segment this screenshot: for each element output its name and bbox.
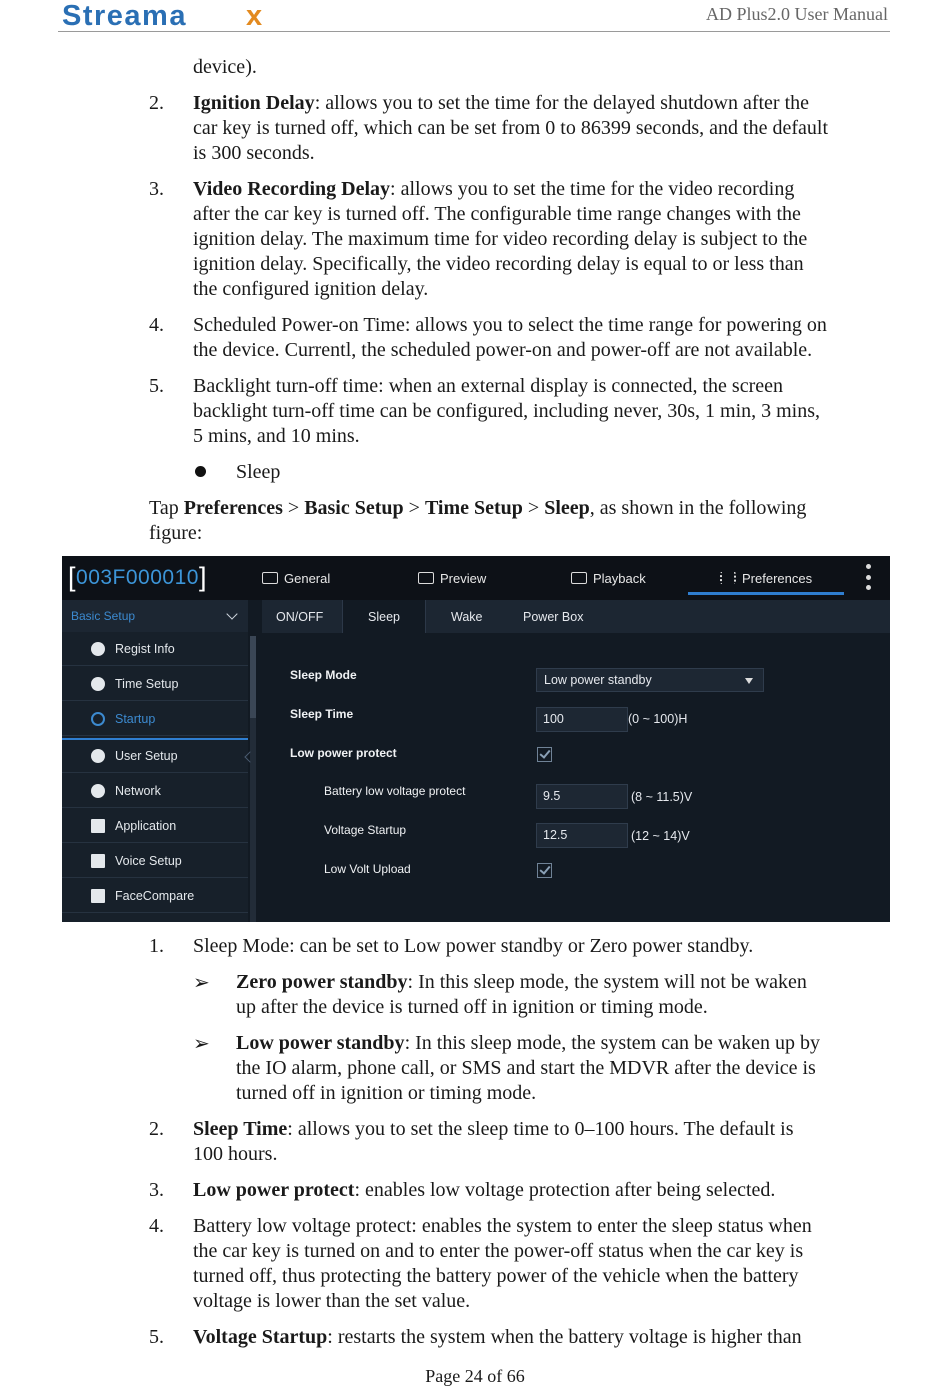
bullet-icon — [195, 466, 206, 477]
low-power-protect-checkbox[interactable] — [537, 747, 552, 762]
paragraph-line — [193, 91, 888, 116]
term: Voltage Startup — [193, 1326, 328, 1348]
keyboard-icon — [262, 572, 278, 584]
text: : restarts the system when the battery voltage is higher than — [327, 1326, 802, 1348]
sidebar-item-label: Regist Info — [115, 641, 175, 656]
term: Video Recording Delay — [193, 178, 391, 200]
streamax-logo — [62, 2, 278, 30]
sidebar-item-startup[interactable] — [62, 702, 248, 736]
id-card-icon — [91, 889, 105, 903]
menu-path: Time Setup — [424, 497, 523, 519]
paragraph-line: Backlight turn-off time: when an external display is connected, the screen — [193, 375, 783, 397]
sidebar-item-label: Application — [115, 818, 177, 833]
more-menu-icon[interactable] — [866, 564, 872, 590]
term: Sleep Time — [193, 1118, 288, 1140]
paragraph-line — [193, 177, 888, 202]
battery-low-voltage-input[interactable]: 9.5 — [536, 784, 628, 809]
chevron-down-icon — [226, 608, 237, 619]
tab-label: Preview — [440, 570, 487, 586]
subtab-on-off[interactable]: ON/OFF — [276, 609, 324, 624]
term: Low power protect — [193, 1179, 355, 1201]
paragraph-line: turned off, thus protecting the battery power of the vehicle when the battery — [193, 1265, 799, 1287]
sidebar-item-label: User Setup — [115, 748, 178, 763]
sidebar-item-application[interactable] — [62, 809, 248, 843]
paragraph-line — [193, 1325, 888, 1350]
running-head: AD Plus2.0 User Manual — [706, 4, 888, 24]
scrollbar-thumb[interactable] — [250, 636, 256, 718]
voltage-startup-range: (12 ~ 14)V — [631, 829, 690, 843]
item-number: 3. — [149, 178, 164, 200]
header-rule — [58, 31, 890, 32]
item-number: 1. — [149, 935, 164, 957]
paragraph-line: Battery low voltage protect: enables the system to enter the sleep status when — [193, 1215, 812, 1237]
paragraph-line — [193, 1117, 888, 1142]
device-ui-screenshot — [62, 556, 890, 922]
tab-label: Playback — [593, 570, 646, 586]
text: : allows you to set the sleep time to 0–100 hours. The default is — [287, 1118, 794, 1140]
sidebar-item-voice-setup[interactable] — [62, 844, 248, 878]
paragraph-line — [236, 1031, 888, 1056]
text: : allows you to set the time for the delayed shutdown after the — [314, 92, 810, 114]
sliders-icon — [720, 572, 736, 584]
sleep-time-range: (0 ~ 100)H — [628, 712, 688, 726]
paragraph-line: up after the device is turned off in ignition or timing mode. — [236, 996, 708, 1018]
sleep-mode-label: Sleep Mode — [290, 668, 357, 682]
sidebar-item-time-setup[interactable] — [62, 667, 248, 701]
text: : In this sleep mode, the system can be waken up by — [404, 1032, 821, 1054]
tab-label: Preferences — [742, 570, 813, 586]
sidebar-item-regist-info[interactable] — [62, 632, 248, 666]
sidebar-item-facecompare[interactable] — [62, 879, 248, 913]
tab-general[interactable] — [262, 556, 330, 600]
sidebar-item-network[interactable] — [62, 774, 248, 808]
item-number: 5. — [149, 1326, 164, 1348]
voltage-startup-input[interactable]: 12.5 — [536, 823, 628, 848]
paragraph-line: after the car key is turned off. The configurable time range changes with the — [193, 203, 801, 225]
sidebar-item-label: Time Setup — [115, 676, 179, 691]
sidebar-header-label: Basic Setup — [71, 609, 136, 623]
paragraph-line: 5 mins, and 10 mins. — [193, 425, 360, 447]
sidebar-item-user-setup[interactable] — [62, 739, 248, 773]
tab-playback[interactable] — [571, 556, 646, 600]
sidebar-item-label: Voice Setup — [115, 853, 182, 868]
sleep-time-label: Sleep Time — [290, 707, 354, 721]
paragraph-line: ignition delay. The maximum time for video recording delay is subject to the — [193, 228, 808, 250]
playback-icon — [571, 572, 587, 584]
svg-text:x: x — [246, 2, 263, 30]
paragraph-line: the device. Currentl, the scheduled power-on and power-off are not available. — [193, 339, 813, 361]
paragraph-line: backlight turn-off time can be configured, including never, 30s, 1 min, 3 mins, — [193, 400, 821, 422]
term: Low power standby — [236, 1032, 405, 1054]
item-number: 3. — [149, 1179, 164, 1201]
item-number: 5. — [149, 375, 164, 397]
paragraph-line: ignition delay. Specifically, the video recording delay is equal to or less than — [193, 253, 804, 275]
text: , as shown in the following — [589, 497, 807, 519]
paragraph-line: is 300 seconds. — [193, 142, 315, 164]
arrow-bullet-icon: ➢ — [193, 1031, 210, 1055]
low-volt-upload-checkbox[interactable] — [537, 863, 552, 878]
bracket: ] — [198, 562, 207, 592]
text: : enables low voltage protection after being selected. — [354, 1179, 776, 1201]
network-icon — [91, 784, 105, 798]
menu-path: Preferences — [183, 497, 283, 519]
battery-low-voltage-label: Battery low voltage protect — [324, 784, 466, 798]
item-number: 2. — [149, 92, 164, 114]
monitor-icon — [418, 572, 434, 584]
sidebar-item-label: Network — [115, 783, 161, 798]
paragraph-line: the configured ignition delay. — [193, 278, 429, 300]
sleep-mode-value: Low power standby — [544, 673, 652, 687]
device-id-text: 003F000010 — [76, 566, 199, 589]
sidebar-header[interactable] — [62, 600, 248, 632]
sidebar-item-label: Startup — [115, 711, 156, 726]
bracket: [ — [68, 562, 77, 592]
sleep-time-input[interactable]: 100 — [536, 707, 628, 732]
paragraph-line: Scheduled Power-on Time: allows you to select the time range for powering on — [193, 314, 827, 336]
continuation-text: device). — [193, 56, 257, 78]
menu-path: Basic Setup — [304, 497, 404, 519]
item-number: 2. — [149, 1118, 164, 1140]
subtab-sleep[interactable]: Sleep — [342, 600, 426, 633]
megaphone-icon — [91, 854, 105, 868]
paragraph-line: turned off in ignition or timing mode. — [236, 1082, 537, 1104]
separator: > — [282, 497, 305, 519]
subtab-power-box[interactable]: Power Box — [523, 609, 584, 624]
voltage-startup-label: Voltage Startup — [324, 823, 407, 837]
info-icon — [91, 642, 105, 656]
paragraph-line: 100 hours. — [193, 1143, 278, 1165]
clock-icon — [91, 677, 105, 691]
power-icon — [91, 712, 105, 726]
subtab-bar — [262, 600, 890, 633]
tab-label: General — [284, 570, 331, 586]
bullet-label: Sleep — [236, 461, 281, 483]
grid-icon — [91, 819, 105, 833]
dropdown-arrow-icon — [745, 678, 753, 684]
term: Zero power standby — [236, 971, 408, 993]
ui-sidebar — [62, 600, 248, 922]
item-number: 4. — [149, 314, 164, 336]
paragraph-line: voltage is lower than the set value. — [193, 1290, 471, 1312]
paragraph-line: the car key is turned on and to enter the power-off status when the car key is — [193, 1240, 804, 1262]
item-number: 4. — [149, 1215, 164, 1237]
tab-preview[interactable] — [418, 556, 486, 600]
device-id — [68, 560, 207, 591]
active-tab-indicator — [688, 592, 844, 595]
paragraph-line — [236, 970, 888, 995]
user-icon — [91, 749, 105, 763]
term: Ignition Delay — [193, 92, 315, 114]
sidebar-active-indicator — [62, 738, 248, 740]
sidebar-item-label: FaceCompare — [115, 888, 195, 903]
text: Tap — [149, 497, 184, 519]
text: : In this sleep mode, the system will not be waken — [407, 971, 807, 993]
paragraph-line — [149, 496, 888, 521]
page-number: Page 24 of 66 — [425, 1366, 525, 1386]
paragraph-line: the IO alarm, phone call, or SMS and start the MDVR after the device is — [236, 1057, 816, 1079]
low-power-protect-label: Low power protect — [290, 746, 397, 760]
paragraph-line: car key is turned off, which can be set from 0 to 86399 seconds, and the default — [193, 117, 828, 139]
menu-path: Sleep — [544, 497, 590, 519]
separator: > — [403, 497, 425, 519]
low-volt-upload-label: Low Volt Upload — [324, 862, 411, 876]
subtab-wake[interactable]: Wake — [451, 609, 483, 624]
paragraph-line: figure: — [149, 522, 203, 544]
sleep-mode-select[interactable] — [536, 668, 764, 692]
svg-text:Streama: Streama — [62, 2, 187, 30]
battery-low-voltage-range: (8 ~ 11.5)V — [631, 790, 693, 804]
paragraph-line — [193, 1178, 775, 1203]
text: : allows you to set the time for the video recording — [390, 178, 795, 200]
arrow-bullet-icon: ➢ — [193, 970, 210, 994]
separator: > — [522, 497, 545, 519]
paragraph-line: Sleep Mode: can be set to Low power standby or Zero power standby. — [193, 935, 754, 957]
